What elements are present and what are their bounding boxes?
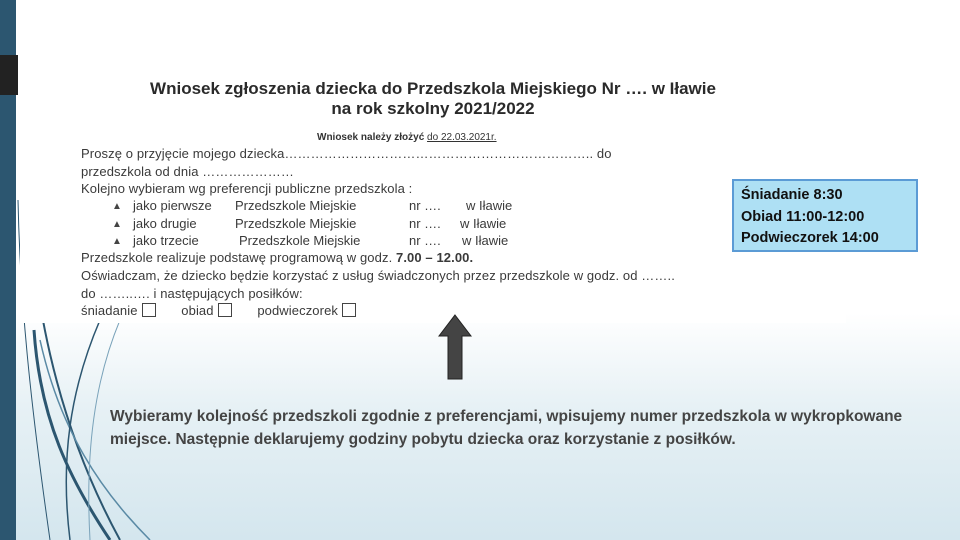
program-text: Przedszkole realizuje podstawę programową w godz. — [81, 250, 393, 265]
meal-snack-label: podwieczorek — [257, 303, 338, 318]
snack-time: Podwieczorek 14:00 — [741, 230, 879, 246]
deadline-note-prefix: Wniosek należy złożyć — [317, 132, 428, 143]
deadline-note — [317, 132, 497, 143]
instruction-caption: Wybieramy kolejność przedszkoli zgodnie z preferencjami, wpisujemy numer przedszkola w wykropkowane miejsce. Następnie deklarujemy godziny pobytu dziecka oraz korzystanie z posiłków. — [110, 408, 903, 448]
pref-2-school: Przedszkole Miejskie — [235, 216, 357, 231]
pref-2-city: w Iławie — [460, 216, 507, 231]
pref-2-order: jako drugie — [133, 216, 197, 231]
pref-3-school: Przedszkole Miejskie — [239, 233, 361, 248]
pref-2-nr: nr …. — [409, 216, 441, 231]
pref-1-city: w Iławie — [466, 198, 513, 213]
form-line-request: Proszę o przyjęcie mojego dziecka…………………………………………………………….. do — [81, 146, 612, 161]
form-line-preferences: Kolejno wybieram wg preferencji publiczne przedszkola : — [81, 181, 413, 196]
form-scan-image — [20, 57, 846, 323]
triangle-bullet-icon: ▲ — [112, 201, 122, 212]
form-line-meals: do ……..…. i następujących posiłków: — [81, 286, 303, 301]
pref-3-order: jako trzecie — [133, 233, 199, 248]
checkbox-icon — [142, 303, 156, 317]
form-subtitle: na rok szkolny 2021/2022 — [331, 99, 535, 118]
pref-3-nr: nr …. — [409, 233, 441, 248]
meal-lunch-label: obiad — [181, 303, 214, 318]
triangle-bullet-icon: ▲ — [112, 219, 122, 230]
meals-checkboxes — [81, 303, 356, 318]
form-title: Wniosek zgłoszenia dziecka do Przedszkola Miejskiego Nr …. w Iławie — [150, 79, 716, 98]
deadline-date: do 22.03.2021r. — [427, 132, 497, 143]
pref-3-city: w Iławie — [462, 233, 509, 248]
checkbox-icon — [218, 303, 232, 317]
pref-1-order: jako pierwsze — [133, 198, 212, 213]
form-line-start-date: przedszkola od dnia ………………… — [81, 164, 294, 179]
meal-breakfast-label: śniadanie — [81, 303, 138, 318]
meal-times-box — [732, 179, 918, 252]
up-arrow-icon — [438, 314, 472, 380]
triangle-bullet-icon: ▲ — [112, 236, 122, 247]
breakfast-time: Śniadanie 8:30 — [741, 187, 843, 203]
form-line-program — [81, 250, 473, 265]
form-line-declaration: Oświadczam, że dziecko będzie korzystać z usług świadczonych przez przedszkole w godz. od …….. — [81, 268, 675, 283]
lunch-time: Obiad 11:00-12:00 — [741, 208, 865, 225]
pref-1-nr: nr …. — [409, 198, 441, 213]
program-hours: 7.00 – 12.00. — [396, 250, 474, 265]
pref-1-school: Przedszkole Miejskie — [235, 198, 357, 213]
checkbox-icon — [342, 303, 356, 317]
